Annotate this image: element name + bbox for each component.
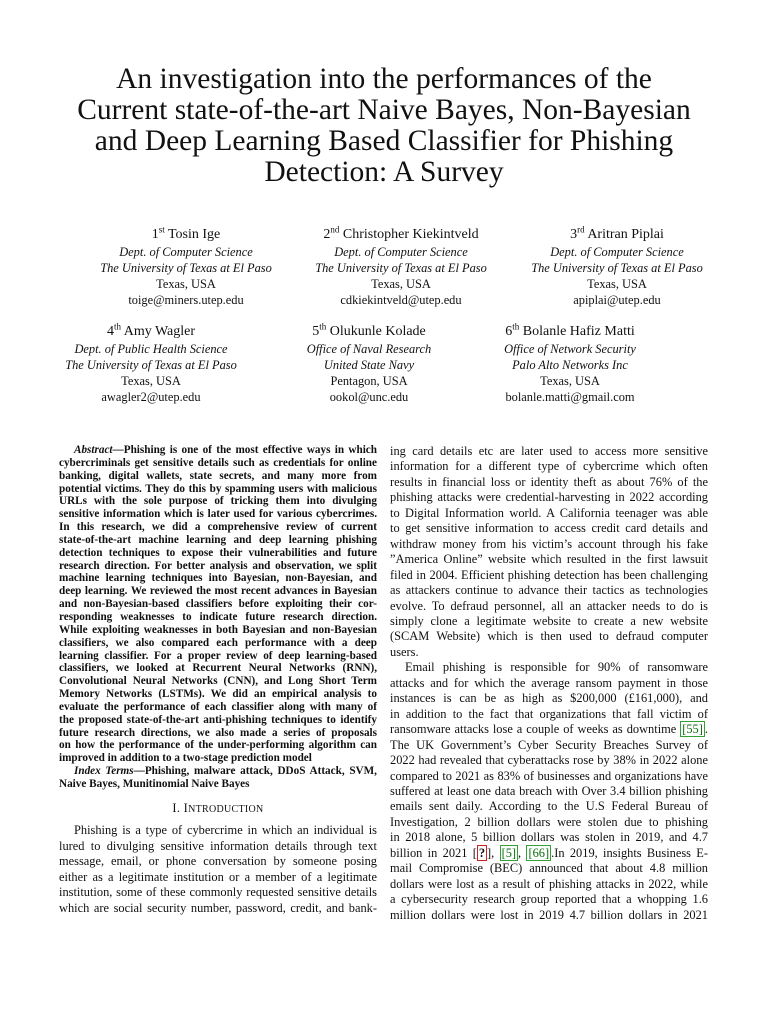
abstract-line: banking, digital wallets, state secrets, and many more from — [59, 469, 377, 482]
author-dept: Office of Naval Research — [306, 342, 432, 356]
abstract-line: Memory Networks (LSTMs). We did an empirical analysis to — [59, 688, 377, 701]
title-line: Detection: A Survey — [264, 156, 504, 188]
body-line: Email phishing is responsible for 90% of ransomware — [405, 660, 708, 675]
author-name: 3rd Aritran Piplai — [570, 224, 664, 242]
abstract-line: deep learning. We reviewed the most recent advances in Bayesian — [59, 585, 377, 598]
body-line: mail Compromise (BEC) announced that about 4.8 million — [390, 861, 708, 876]
author-org: The University of Texas at El Paso — [531, 261, 703, 275]
author-email: bolanle.matti@gmail.com — [505, 390, 635, 404]
body-line: compared to 2021 as 83% of businesses and organizations have — [390, 768, 708, 783]
abstract-line: machine learning techniques into Bayesian, non-Bayesian, and — [59, 572, 377, 585]
ransomware-paragraph — [390, 660, 708, 923]
author-org: The University of Texas at El Paso — [65, 358, 237, 372]
author-email: apiplai@utep.edu — [573, 293, 661, 307]
body-line: evolve. To defraud personnel, all an attacker needs to do is — [390, 598, 708, 613]
abstract-line: on how the performance of the under-performing algorithm can — [59, 739, 377, 752]
abstract-line: evaluate the performance of each classifier along with many of — [59, 700, 377, 713]
body-line: (SCAM Website) which is then used to defraud computer — [390, 629, 708, 644]
author-location: Texas, USA — [540, 374, 600, 388]
author-email: awagler2@utep.edu — [101, 390, 201, 404]
author-location: Texas, USA — [587, 277, 647, 291]
author-dept: Dept. of Computer Science — [119, 245, 253, 259]
abstract-line: Convolutional Neural Networks (CNN), and Long Short Term — [59, 675, 377, 688]
author-email: ookol@unc.edu — [329, 390, 409, 404]
body-line: Phishing is a type of cybercrime in which an individual is — [74, 823, 377, 838]
author-block — [502, 226, 732, 308]
body-line: simply clone a legitimate website to create a new website — [390, 613, 708, 628]
body-line: to get sensitive information to access credit card details and — [390, 521, 708, 536]
body-line: as attackers continue to advance their tactics as technologies — [390, 583, 708, 598]
body-line: dollars were lost as a result of phishing attacks in 2022, while — [390, 876, 708, 891]
author-name: 1st Tosin Ige — [151, 224, 221, 242]
body-line: withdraw money from his victim’s account through his fake — [390, 536, 708, 551]
author-dept: Office of Network Security — [504, 342, 636, 356]
citation-link-66[interactable]: [66] — [528, 845, 550, 860]
body-line: results in financial loss or identity theft as about 76% of the — [390, 474, 708, 489]
abstract-label: Abstract — [74, 444, 113, 456]
paper-title — [40, 64, 728, 188]
section-heading: I. INTRODUCTION — [172, 800, 264, 815]
paragraph-continuation — [390, 444, 708, 660]
author-email: toige@miners.utep.edu — [128, 293, 244, 307]
author-name: 4th Amy Wagler — [106, 321, 196, 339]
body-line: users. — [390, 644, 419, 659]
right-column — [390, 444, 708, 923]
author-block — [254, 323, 484, 405]
body-line: Investigation, 2 billion dollars were stolen due to phishing — [390, 814, 708, 829]
citation-link-5[interactable]: [5] — [501, 845, 517, 860]
left-column — [59, 444, 377, 916]
index-terms-line: Index Terms—Phishing, malware attack, DDoS Attack, SVM, — [74, 765, 377, 778]
abstract-line: the proposed state-of-the-art anti-phishing techniques to identify — [59, 713, 377, 726]
body-line: ”America Online” website which resulted in the first lawsuit — [390, 552, 708, 567]
body-line: in addition to the fact that organizations that fall victim of — [390, 706, 708, 721]
body-line: ransomware attacks lose a couple of weeks as downtime [55] . — [390, 722, 708, 737]
body-line: either as a legitimate institution or a member of a legitimate — [59, 869, 377, 884]
abstract-line: classifiers, we also compared each performance with a deep — [59, 636, 377, 649]
author-org: The University of Texas at El Paso — [100, 261, 272, 275]
abstract-line: detection techniques to expose their vulnerabilities and future — [59, 546, 377, 559]
author-name: 2nd Christopher Kiekintveld — [323, 224, 479, 242]
body-line: attacks and for which the average ransom payment in those — [390, 675, 708, 690]
abstract-line: future research directions, we also made a series of proposals — [59, 726, 377, 739]
author-dept: Dept. of Computer Science — [334, 245, 468, 259]
body-line: in 2018 alone, 5 billion dollars was stolen in 2019, and 4.7 — [390, 830, 708, 845]
author-location: Texas, USA — [371, 277, 431, 291]
author-dept: Dept. of Public Health Science — [74, 342, 228, 356]
abstract-line: improved in addition to a two-stage prediction model — [59, 752, 312, 765]
author-location: Texas, USA — [156, 277, 216, 291]
body-line: to Digital Information world. A California teenager was able — [390, 505, 708, 520]
author-org: The University of Texas at El Paso — [315, 261, 487, 275]
title-line: and Deep Learning Based Classifier for Phishing — [94, 125, 674, 157]
title-line: An investigation into the performances of the — [116, 63, 652, 95]
body-line: information for a different type of cybercrime which often — [390, 459, 708, 474]
author-dept: Dept. of Computer Science — [550, 245, 684, 259]
citation-link-unknown[interactable]: ? — [478, 845, 486, 860]
body-line: filed in 2004. Efficient phishing detection has been challenging — [390, 567, 708, 582]
citation-link-55[interactable]: [55] — [682, 722, 703, 737]
body-line: which are social security number, password, credit, and bank- — [59, 900, 377, 915]
body-line: suffered at least one data breach with Over 3.4 billion phishing — [390, 783, 708, 798]
author-location: Texas, USA — [121, 374, 181, 388]
body-line: lured to divulging sensitive information details through text — [59, 838, 377, 853]
body-line: message, email, or phone conversation by someone posing — [59, 854, 377, 869]
author-location: Pentagon, USA — [330, 374, 408, 388]
body-line: 2022 had revealed that cyberattacks rose by 38% in 2022 alone — [390, 753, 708, 768]
abstract-line: potential victims. They do this by spamming users with malicious — [59, 482, 377, 495]
abstract-line: cybercriminals get sensitive details such as credentials for online — [59, 456, 377, 469]
body-line: The UK Government’s Cyber Security Breaches Survey of — [390, 737, 708, 752]
abstract-line: research direction. For better analysis and observation, we split — [59, 559, 377, 572]
abstract-line: In this research, we did a comprehensive review of current — [59, 521, 377, 534]
author-block — [36, 323, 266, 405]
abstract-line: sensitive information which is later used for various cybercrimes. — [59, 508, 377, 521]
author-org: Palo Alto Networks Inc — [512, 358, 628, 372]
author-block — [455, 323, 685, 405]
author-name: 6th Bolanle Hafiz Matti — [505, 321, 635, 339]
body-line: ing card details etc are later used to access more sensitive — [390, 444, 708, 458]
abstract-line: and non-Bayesian-based classifiers before exploiting their cor- — [59, 598, 377, 611]
index-terms-line: Naive Bayes, Munitinomial Naive Bayes — [59, 777, 250, 790]
abstract-line: responding weaknesses to indicate future research direction. — [59, 610, 377, 623]
body-line: phishing attacks were credential-harvesting in 2022 according — [390, 490, 708, 505]
abstract-line: classifiers, we looked at Recurrent Neural Networks (RNN), — [59, 662, 377, 675]
author-block — [286, 226, 516, 308]
abstract — [59, 444, 377, 791]
index-terms-label: Index Terms — [74, 765, 134, 778]
abstract-line: While exploiting weaknesses in both Bayesian and non-Bayesian — [59, 623, 377, 636]
title-line: Current state-of-the-art Naive Bayes, Non-Bayesian — [77, 94, 691, 126]
body-line: emails sent daily. According to the U.S Federal Bureau of — [390, 799, 708, 814]
author-name: 5th Olukunle Kolade — [312, 321, 426, 339]
body-line: a cybersecurity research group reported that a whopping 1.6 — [390, 892, 708, 907]
abstract-line: state-of-the-art machine learning and deep learning phishing — [59, 533, 377, 546]
body-line: instances is can be as high as $200,000 (£161,000), and — [390, 691, 708, 706]
body-line: billion in 2021 [ ? ], [5] , [66] .In 2019, insights Business E- — [390, 845, 708, 860]
author-email: cdkiekintveld@utep.edu — [340, 293, 462, 307]
author-block — [71, 226, 301, 308]
author-org: United State Navy — [323, 358, 415, 372]
abstract-line: learning classifier. For a proper review of deep learning-based — [59, 649, 377, 662]
intro-paragraph — [59, 823, 377, 916]
abstract-line: URLs with the sole purpose of tricking them into divulging — [59, 495, 377, 508]
body-line: institution, some of these commonly requested sensitive details — [59, 885, 377, 900]
abstract-line: Abstract—Phishing is one of the most effective ways in which — [74, 444, 377, 456]
body-line: million dollars were lost in 2019 4.7 billion dollars in 2021 — [390, 907, 708, 922]
